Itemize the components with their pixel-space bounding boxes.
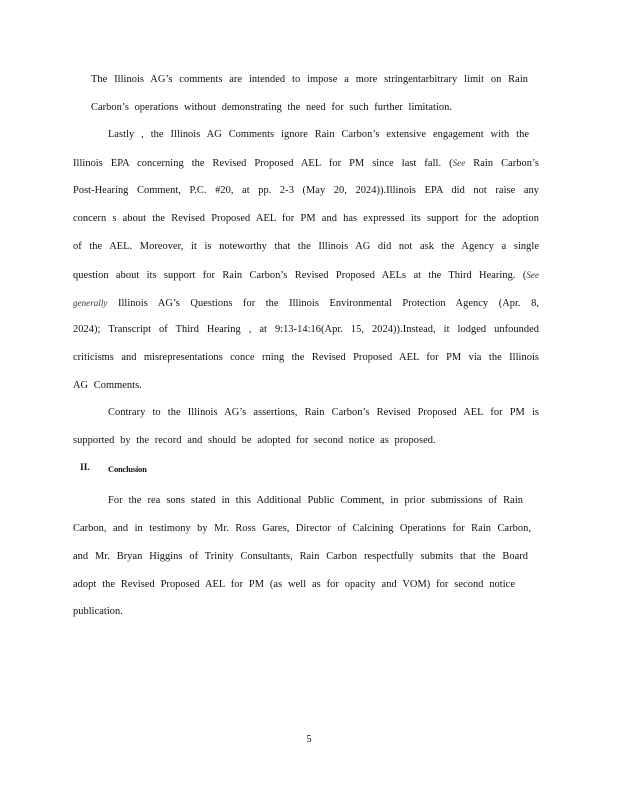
paragraph-3-line-1: Contrary to the Illinois AG’s assertions, Rain Carbon’s Revised Proposed AEL for PM is — [108, 407, 539, 418]
paragraph-4-line-2: Carbon, and in testimony by Mr. Ross Gares, Director of Calcining Operations for Rain Carbon, — [73, 523, 531, 534]
paragraph-4-line-1: For the rea sons stated in this Additional Public Comment, in prior submissions of Rain — [108, 495, 523, 506]
paragraph-2-line-2-cite: (See Rain Carbon’s — [449, 158, 539, 169]
paragraph-2-line-2-main: Illinois EPA concerning the Revised Proposed AEL for PM since last fall. — [73, 158, 442, 169]
see-signal-2: See — [526, 270, 539, 280]
paragraph-4-line-4: adopt the Revised Proposed AEL for PM (as well as for opacity and VOM) for second notice — [73, 579, 515, 590]
paragraph-2-line-10: AG Comments. — [73, 380, 142, 391]
paragraph-1-line-1: The Illinois AG’s comments are intended to impose a more stringentarbitrary limit on Rain — [91, 74, 528, 85]
paragraph-2-line-7-tail: Illinois AG’s Questions for the Illinois Environmental Protection Agency (Apr. 8, — [117, 298, 539, 309]
paragraph-2-line-9: criticisms and misrepresentations conce rning the Revised Proposed AEL for PM via the Illinois — [73, 352, 539, 363]
generally-signal: generally — [73, 298, 108, 308]
paragraph-2-line-6-cite: (See — [522, 270, 539, 281]
paragraph-2-line-6-main: question about its support for Rain Carbon’s Revised Proposed AELs at the Third Hearing. — [73, 270, 516, 281]
paragraph-3-line-2: supported by the record and should be adopted for second notice as proposed. — [73, 435, 436, 446]
see-signal: See — [452, 158, 466, 168]
paragraph-2-line-4: concern s about the Revised Proposed AEL for PM and has expressed its support for the adoption — [73, 213, 539, 224]
page-number: 5 — [306, 734, 312, 745]
paragraph-2-line-6 — [73, 268, 539, 283]
paragraph-1-line-2: Carbon’s operations without demonstrating the need for such further limitation. — [91, 102, 453, 113]
paragraph-2-line-7 — [73, 296, 539, 311]
paragraph-2-line-3: Post-Hearing Comment, P.C. #20, at pp. 2-3 (May 20, 2024)).Illinois EPA did not raise any — [73, 185, 539, 196]
paragraph-2-line-1: Lastly , the Illinois AG Comments ignore Rain Carbon’s extensive engagement with the — [108, 129, 529, 140]
section-number: II. — [80, 463, 90, 473]
paragraph-4-line-5: publication. — [73, 606, 123, 617]
section-title: Conclusion — [108, 464, 147, 474]
paragraph-2-line-5: of the AEL. Moreover, it is noteworthy that the Illinois AG did not ask the Agency a single — [73, 241, 539, 252]
paragraph-2-line-8: 2024); Transcript of Third Hearing , at 9:13-14:16(Apr. 15, 2024)).Instead, it lodged unfounded — [73, 324, 539, 335]
paragraph-4-line-3: and Mr. Bryan Higgins of Trinity Consultants, Rain Carbon respectfully submits that the Board — [73, 551, 528, 562]
paragraph-2-line-2 — [73, 156, 539, 171]
